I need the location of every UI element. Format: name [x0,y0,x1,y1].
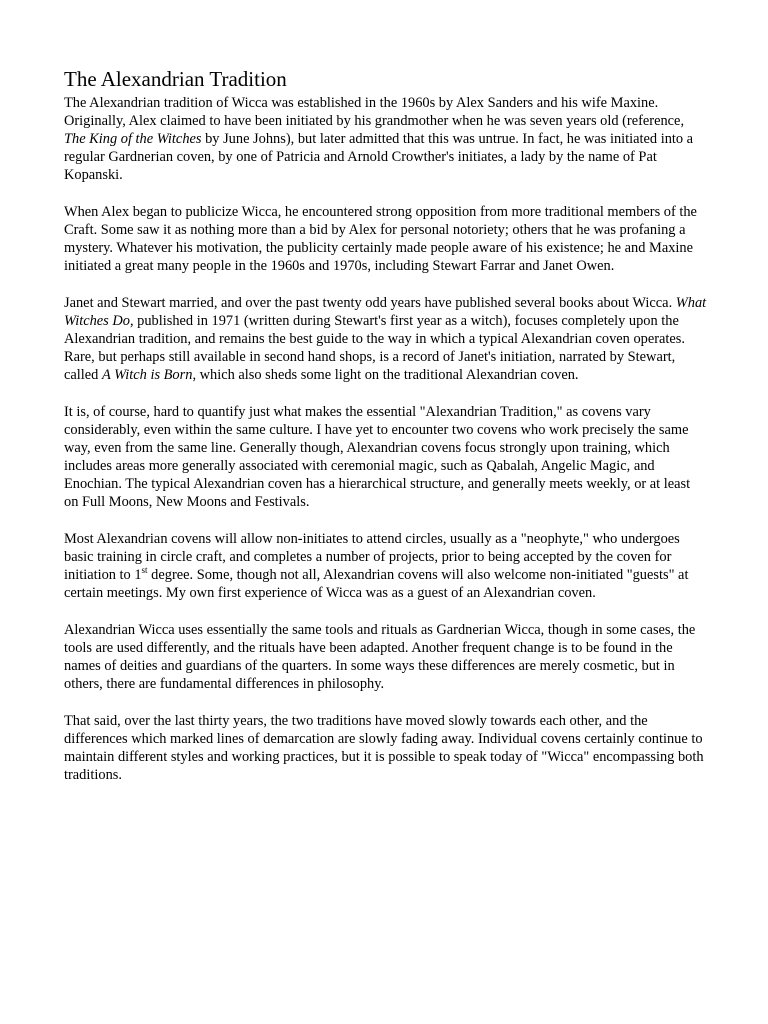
paragraph-farrars [64,294,708,384]
paragraph-text: It is, of course, hard to quantify just what makes the essential "Alexandrian Tradition," as covens vary considerably, even within the same culture. I have yet to encounter two covens who work precisely the same way, even from the same line. Generally though, Alexandrian covens focus strongly upon training, which includes areas more generally associated with ceremonial magic, such as Qabalah, Angelic Magic, and Enochian. The typical Alexandrian coven has a hierarchical structure, and generally meets weekly, or at least on Full Moons, New Moons and Festivals. [64,403,691,511]
ordinal-superscript: st [141,565,148,576]
paragraph-text: , published in 1971 (written during Stewart's first year as a witch), focuses completely upon the Alexandrian tradition, and remains the best guide to the way in which a typical Alexandrian coven operates. Rare, but perhaps still available in second hand shops, is a record of Janet's initiation, narrated by Stewart, called [64,312,685,384]
paragraph-text: by June Johns), but later admitted that this was untrue. In fact, he was initiated into a regular Gardnerian coven, by one of Patricia and Arnold Crowther's initiates, a lady by the name of Pat Kopanski. [64,131,694,184]
paragraph-text: Alexandrian Wicca uses essentially the same tools and rituals as Gardnerian Wicca, though in some cases, the tools are used differently, and the rituals have been adapted. Another frequent change is to be found in the names of deities and guardians of the quarters. In some ways these differences are merely cosmetic, but in others, there are fundamental differences in philosophy. [64,621,696,693]
book-title-king-of-witches: The King of the Witches [64,131,202,148]
paragraph-text: Janet and Stewart married, and over the past twenty odd years have published several books about Wicca. [64,294,676,311]
paragraph-publicity [64,203,708,275]
book-title-what-witches-do: What Witches Do [64,294,707,329]
paragraph-text: The Alexandrian tradition of Wicca was established in the 1960s by Alex Sanders and his wife Maxine. Originally, Alex claimed to have been initiated by his grandmother when he was seven years old (reference, [64,95,685,130]
paragraph-text: Most Alexandrian covens will allow non-initiates to attend circles, usually as a "neophyte," who undergoes basic training in circle craft, and completes a number of projects, prior to being accepted by the coven for initiation to 1 [64,530,680,584]
paragraph-neophytes [64,530,708,602]
record-title-a-witch-is-born: A Witch is Born [101,367,193,384]
paragraph-text: degree. Some, though not all, Alexandrian covens will also welcome non-initiated "guests" at certain meetings. My own first experience of Wicca was as a guest of an Alexandrian coven. [64,567,689,602]
paragraph-origins [64,94,708,184]
paragraph-text: That said, over the last thirty years, the two traditions have moved slowly towards each other, and the differences which marked lines of demarcation are slowly fading away. Individual covens certainly continue to maintain different styles and working practices, but it is possible to speak today of "Wicca" encompassing both traditions. [64,712,704,783]
paragraph-text: , which also sheds some light on the traditional Alexandrian coven. [192,367,579,384]
paragraph-convergence [64,712,708,784]
document-title: The Alexandrian Tradition [64,67,287,91]
paragraph-tools-rituals [64,621,708,693]
document-page [64,66,708,803]
paragraph-essentials [64,403,708,512]
paragraph-text: When Alex began to publicize Wicca, he encountered strong opposition from more traditional members of the Craft. Some saw it as nothing more than a bid by Alex for personal notoriety; others that he was profaning a mystery. Whatever his motivation, the publicity certainly made people aware of his existence; he and Maxine initiated a great many people in the 1960s and 1970s, including Stewart Farrar and Janet Owen. [64,203,697,275]
